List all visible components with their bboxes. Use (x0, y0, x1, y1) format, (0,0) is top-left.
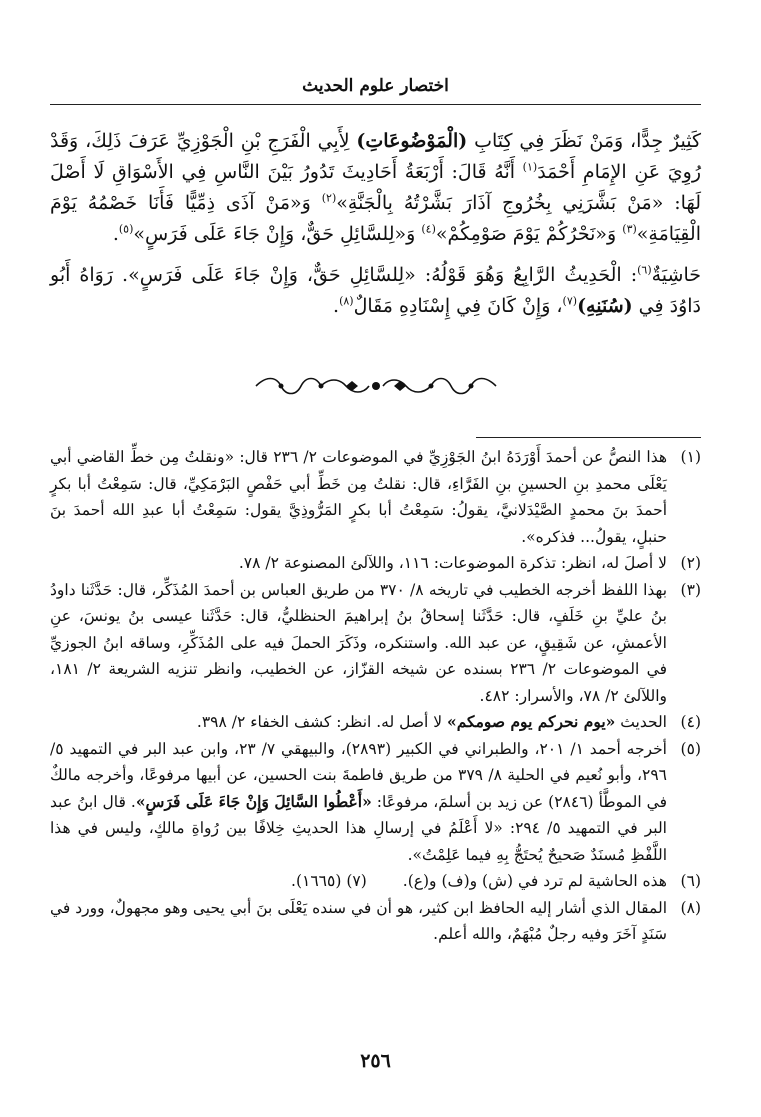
main-text (50, 126, 701, 332)
section-ornament (50, 366, 701, 406)
footnote-number: (٦) (680, 872, 701, 890)
footnote-3: (٣) بهذا اللفظ أخرجه الخطيب في تاريخه ٨/ ٣٧٠ من طريق العباس بن أحمدَ المُذَكِّر، قال: حَدَّثَنا داودُ بنُ عليِّ بنِ خَلَفٍ، قال: حَدَّثَنا إسحاقُ بنُ إبراهيمَ الحنظليُّ، قال: حَدَّثَنا عيسى بنُ يونسَ، عنِ الأعمشِ، عن شَقِيقٍ، عن عبد الله. واستنكره، وذَكَرَ الحملَ فيه على المُذَكِّرِ، وساقه ابنُ الجوزيِّ في الموضوعات ٢/ ٢٣٦ بسنده عن شيخه القزّاز، عن الخطيب، وانظر تنزيه الشريعة ٢/ ١٨١، واللآلئ ٢/ ٧٨، والأسرار: ٤٨٢. (50, 577, 701, 710)
footnote-5: (٥) أخرجه أحمد ١/ ٢٠١، والطبراني في الكبير (٢٨٩٣)، والبيهقي ٧/ ٢٣، وابن عبد البر في التمهيد ٥/ ٢٩٦، وأبو نُعيم في الحلية ٨/ ٣٧٩ من طريق فاطمةَ بنت الحسين، عن أبيها مرفوعًا، وأخرجه مالكٌ في الموطَّأ (٢٨٤٦) عن زيد بن أسلمَ، مرفوعًا: «أَعْطُوا السَّائِلَ وَإِنْ جَاءَ عَلَى فَرَسٍ». قال ابنُ عبد البر في التمهيد ٥/ ٢٩٤: «لا أَعْلَمُ في إرسالِ هذا الحديثِ خِلافًا بين رُواةِ مالكٍ، وليس في هذا اللَّفْظِ مُسنَدٌ صَحيحٌ يُحتَجُّ بِهِ فيما عَلِمْتُ». (50, 736, 701, 869)
footnote-number: (٤) (680, 713, 701, 731)
footnotes (50, 444, 701, 948)
main-paragraph-1: كَثِيرٌ جِدًّا، وَمَنْ نَظَرَ فِي كِتَابِ (الْمَوْضُوعَاتِ) لِأَبِي الْفَرَجِ بْنِ الْجَوْزِيِّ عَرَفَ ذَلِكَ، وَقَدْ رُوِيَ عَنِ الإِمَامِ أَحْمَدَ$^{(١)}$ أَنَّهُ قَالَ: أَرْبَعَةُ أَحَادِيثَ تَدُورُ بَيْنَ النَّاسِ فِي الأَسْوَاقِ لَا أَصْلَ لَهَا: «مَنْ بَشَّرَنِي بِخُرُوجِ آذَارَ بَشَّرْتُهُ بِالْجَنَّةِ»$^{(٢)}$ وَ«مَنْ آذَى ذِمِّيًّا فَأَنَا خَصْمُهُ يَوْمَ الْقِيَامَةِ»$^{(٣)}$ وَ«نَحْرُكُمْ يَوْمَ صَوْمِكُمْ»$^{(٤)}$ وَ«لِلسَّائِلِ حَقٌّ، وَإِنْ جَاءَ عَلَى فَرَسٍ»$^{(٥)}$. (50, 130, 702, 245)
footnote-ref-4[interactable]: (٤) (421, 222, 436, 236)
footnote-ref-5[interactable]: (٥) (118, 222, 134, 236)
footnote-number: (٨) (680, 898, 701, 917)
footnote-number: (٢) (680, 554, 701, 572)
footnote-ref-2[interactable]: (٢) (321, 191, 337, 205)
page-number: ٢٥٦ (360, 1050, 391, 1072)
main-paragraph-2: حَاشِيَةٌ$^{(٦)}$: الْحَدِيثُ الرَّابِعُ وَهُوَ قَوْلُهُ: «لِلسَّائِلِ حَقٌّ، وَإِنْ جَاءَ عَلَى فَرَسٍ». رَوَاهُ أَبُو دَاوُدَ فِي (سُنَنِهِ)$^{(٧)}$، وَإِنْ كَانَ فِي إِسْنَادِهِ مَقَالٌ$^{(٨)}$. (50, 263, 701, 317)
footnote-separator (476, 437, 701, 438)
footnote-ref-8[interactable]: (٨) (339, 294, 354, 308)
book-title-sunan: (سُنَنِهِ) (577, 295, 633, 317)
footnote-number: (٧) (346, 872, 367, 890)
footnote-2: (٢) لا أصلَ له، انظر: تذكرة الموضوعات: ١١٦، واللآلئ المصنوعة ٢/ ٧٨. (50, 550, 701, 577)
footnote-number: (٥) (680, 739, 701, 758)
footnote-number: (١) (680, 448, 701, 466)
footnote-7: (٧) (١٦٦٥). (291, 872, 367, 890)
footnote-4: (٤) الحديث «يوم نحركم يوم صومكم» لا أصل له. انظر: كشف الخفاء ٢/ ٣٩٨. (50, 709, 701, 736)
footnote-8: (٨) المقال الذي أشار إليه الحافظ ابن كثير، هو أن في سنده يَعْلَى بنَ أبي يحيى وهو مجهولٌ، وورد في سَنَدٍ آخَرَ وفيه رجلٌ مُبْهَمٌ، والله أعلم. (50, 895, 701, 948)
footnote-ref-3[interactable]: (٣) (622, 222, 637, 236)
ornament-divider-icon (251, 374, 501, 398)
footnote-number: (٣) (680, 580, 701, 599)
footnote-ref-7[interactable]: (٧) (562, 294, 578, 308)
footnote-1: (١) هذا النصُّ عن أحمدَ أَوْرَدَهُ ابنُ الجَوْزِيِّ في الموضوعات ٢/ ٢٣٦ قال: «ونقلتُ مِن خطِّ القاضي أبي يَعْلَى محمدِ بنِ الحسينِ بنِ الفَرَّاءِ، قال: نقلتُ مِن خَطِّ أبي حَفْصٍ البَرْمَكِيِّ، قال: سَمِعْتُ أبا بكرٍ أحمدَ بنَ محمدٍ الصَّيْدَلانيَّ، يقولُ: سَمِعْتُ أبا بكرٍ المَرُّوذِيَّ يقول: سَمِعْتُ أبا عبدِ الله أحمدَ بنَ حنبلٍ، يقولُ... فذكره». (50, 444, 701, 550)
book-title-mawduat: (الْمَوْضُوعَاتِ) (356, 130, 468, 152)
footnote-6: (٦) هذه الحاشية لم ترد في (ش) و(ف) و(ع).(٧) (١٦٦٥). (50, 868, 701, 895)
header-rule (50, 104, 701, 105)
book-page (50, 0, 701, 1117)
footnote-ref-1[interactable]: (١) (522, 160, 538, 174)
footnote-ref-6[interactable]: (٦) (637, 263, 652, 277)
running-header: اختصار علوم الحديث (302, 76, 449, 96)
